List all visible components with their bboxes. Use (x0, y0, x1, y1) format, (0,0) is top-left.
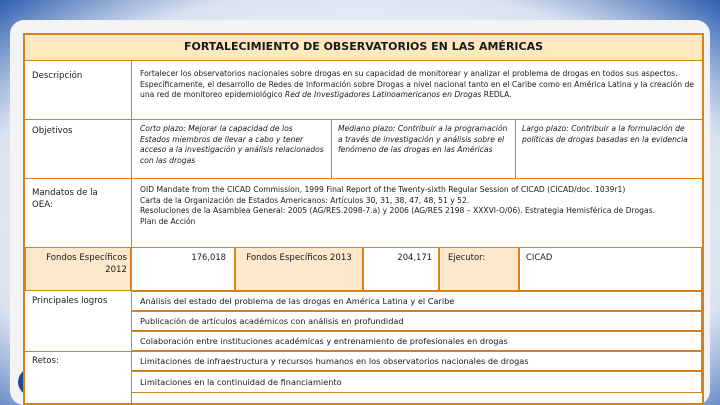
ejecutor-value: CICAD (519, 247, 702, 291)
ejecutor-label: Ejecutor: (439, 247, 519, 291)
reto-item: Limitaciones de infraestructura y recursos humanos en los observatorios nacionales de drogas (131, 351, 702, 371)
label-column-divider (131, 291, 132, 403)
table-title: FORTALECIMIENTO DE OBSERVATORIOS EN LAS AMÉRICAS (25, 35, 702, 61)
descripcion-text-main: Fortalecer los observatorios nacionales sobre drogas en su capacidad de monitorear y analizar el problema de drogas en todos sus aspectos. Específicamente, el desarrollo de Redes de Información sobre Drogas a nivel nacional tanto en el Caribe como en América Latina y la creación de una red de monitoreo epidemiológico (140, 69, 694, 100)
descripcion-text-italic: Red de Investigadores Latinoamericanos en Drogas (284, 90, 482, 100)
mandato-line: OID Mandate from the CICAD Commission, 1999 Final Report of the Twenty-sixth Regular Session of CICAD (CICAD/doc. 1039r1) (140, 185, 626, 194)
logro-item: Análisis del estado del problema de las drogas en América Latina y el Caribe (131, 291, 702, 311)
row-divider (25, 351, 131, 352)
fondos-2013-value: 204,171 (363, 247, 439, 291)
mandato-line: Carta de la Organización de Estados Americanos: Artículos 30, 31, 38, 47, 48, 51 y 52. (140, 195, 470, 205)
label-column-divider (131, 61, 132, 247)
objetivo-corto-plazo: Corto plazo: Mejorar la capacidad de los Estados miembros de llevar a cabo y tener acceso a la investigación y análisis relacionados con las drogas (140, 124, 324, 165)
mandato-line: Plan de Acción (140, 216, 196, 226)
reto-item: Limitaciones en la continuidad de financiamiento (131, 371, 702, 393)
mandatos-list (137, 183, 700, 229)
mandato-line: Resoluciones de la Asamblea General: 2005 (AG/RES.2098-7.a) y 2006 (AG/RES 2198 – XXXVI-O/06). Estrategia Hemisférica de Drogas. (140, 206, 655, 216)
objetivo-mediano-plazo: Mediano plazo: Contribuir a la programación a través de investigación y análisis sobre el fenómeno de las drogas en las Américas (338, 124, 508, 155)
logro-item: Publicación de artículos académicos con análisis en profundidad (131, 311, 702, 331)
logros-label: Principales logros (32, 296, 108, 306)
objetivo-largo-plazo: Largo plazo: Contribuir a la formulación de políticas de drogas basadas en la evidencia (522, 124, 688, 144)
mandatos-label: Mandatos de la OEA: (32, 188, 98, 210)
logro-item: Colaboración entre instituciones académicas y entrenamiento de profesionales en drogas (131, 331, 702, 351)
descripcion-label: Descripción (32, 71, 83, 81)
project-table (23, 33, 704, 405)
fondos-2012-value: 176,018 (131, 247, 235, 291)
column-divider (331, 119, 332, 178)
fondos-2013-label: Fondos Específicos 2013 (235, 247, 363, 291)
descripcion-text (137, 67, 700, 111)
column-divider (515, 119, 516, 178)
row-divider (25, 119, 702, 120)
objetivos-label: Objetivos (32, 126, 73, 136)
retos-label: Retos: (32, 356, 59, 366)
row-divider (25, 178, 702, 179)
fondos-2012-label: Fondos Específicos 2012 (25, 247, 131, 291)
descripcion-text-end: REDLA. (483, 90, 512, 100)
